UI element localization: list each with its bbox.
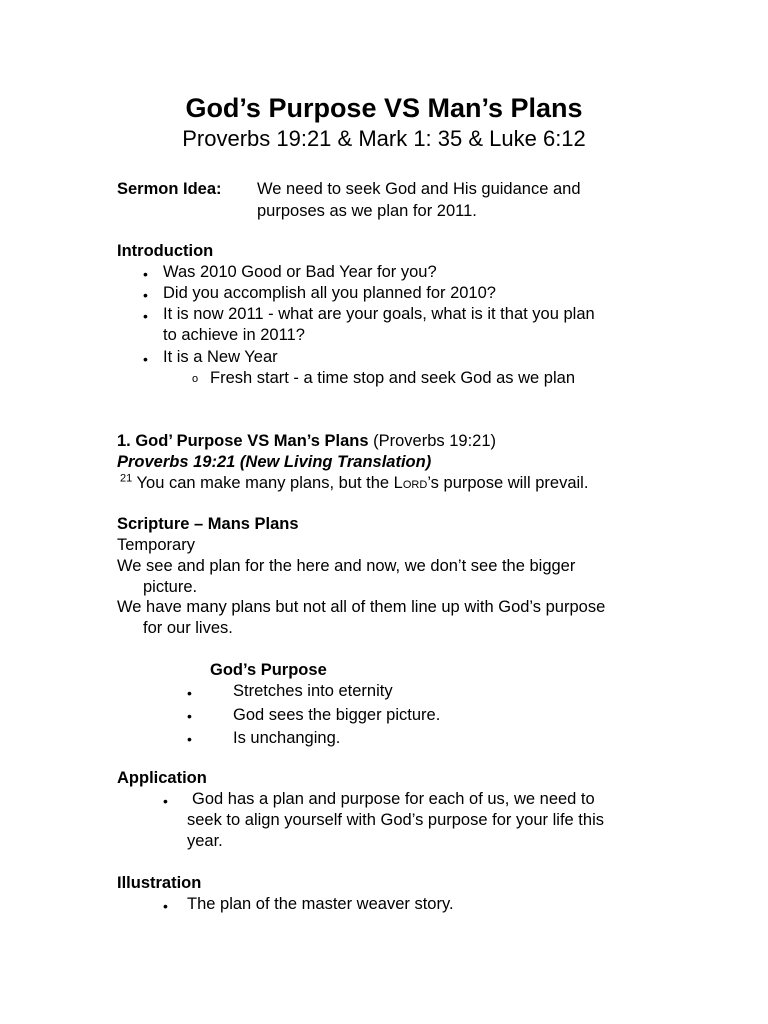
mans-plans-line: We see and plan for the here and now, we don’t see the bigger <box>117 557 576 575</box>
verse-number: 21 <box>120 472 133 485</box>
application-line: seek to align yourself with God’s purpose for your life this <box>187 811 604 829</box>
bullet-icon: • <box>187 731 192 747</box>
bullet-icon: • <box>187 708 192 724</box>
bullet-icon: • <box>143 266 148 282</box>
gods-purpose-bullet: God sees the bigger picture. <box>233 706 441 724</box>
introduction-heading: Introduction <box>117 242 214 260</box>
page-subtitle: Proverbs 19:21 & Mark 1: 35 & Luke 6:12 <box>182 126 586 151</box>
bullet-icon: • <box>143 308 148 324</box>
intro-bullet: It is now 2011 - what are your goals, what is it that you plan <box>163 305 595 323</box>
bullet-icon: • <box>143 287 148 303</box>
mans-plans-line: picture. <box>143 578 198 596</box>
mans-plans-line: Temporary <box>117 536 195 554</box>
mans-plans-line: for our lives. <box>143 619 233 637</box>
sermon-idea-line: We need to seek God and His guidance and <box>257 180 581 198</box>
verse-part: ’s purpose will prevail. <box>427 474 589 492</box>
sermon-idea-line: purposes as we plan for 2011. <box>257 202 477 220</box>
translation-heading: Proverbs 19:21 (New Living Translation) <box>117 453 432 471</box>
page-title: God’s Purpose VS Man’s Plans <box>185 93 583 123</box>
intro-bullet: It is a New Year <box>163 348 278 366</box>
application-line: God has a plan and purpose for each of us, we need to <box>192 790 595 808</box>
mans-plans-heading: Scripture – Mans Plans <box>117 515 299 533</box>
sub-bullet-icon: o <box>192 373 199 385</box>
illustration-heading: Illustration <box>117 874 202 892</box>
bullet-icon: • <box>163 898 168 914</box>
verse-text <box>120 474 588 493</box>
intro-bullet-continuation: to achieve in 2011? <box>163 326 305 344</box>
illustration-bullet: The plan of the master weaver story. <box>187 895 454 913</box>
sermon-idea-label: Sermon Idea: <box>117 180 222 198</box>
point1-heading-line <box>117 432 496 451</box>
gods-purpose-bullet: Stretches into eternity <box>233 682 393 700</box>
bullet-icon: • <box>187 685 192 701</box>
point1-ref: (Proverbs 19:21) <box>373 432 497 450</box>
bullet-icon: • <box>163 793 168 809</box>
intro-bullet: Did you accomplish all you planned for 2010? <box>163 284 496 302</box>
application-heading: Application <box>117 769 207 787</box>
intro-bullet: Was 2010 Good or Bad Year for you? <box>163 263 437 281</box>
point1-heading: 1. God’ Purpose VS Man’s Plans <box>117 432 369 450</box>
gods-purpose-heading: God’s Purpose <box>210 661 327 679</box>
mans-plans-line: We have many plans but not all of them line up with God’s purpose <box>117 598 606 616</box>
intro-sub-bullet: Fresh start - a time stop and seek God as we plan <box>210 369 576 387</box>
verse-smallcaps: ORD <box>402 479 428 491</box>
gods-purpose-bullet: Is unchanging. <box>233 729 341 747</box>
verse-part: You can make many plans, but the L <box>136 474 403 492</box>
application-line: year. <box>187 832 223 850</box>
bullet-icon: • <box>143 351 148 367</box>
